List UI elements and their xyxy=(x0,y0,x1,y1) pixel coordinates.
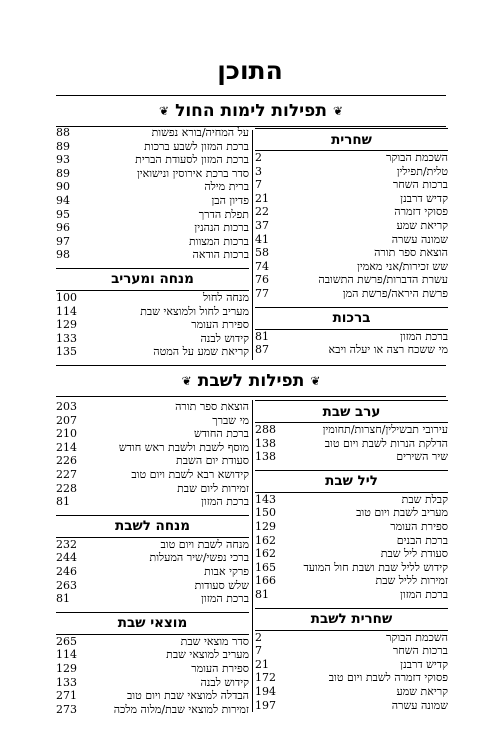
toc-entry xyxy=(56,689,249,703)
toc-entry-label: השכמת הבוקר xyxy=(386,151,448,164)
shabbat-right-column xyxy=(255,400,448,712)
toc-entry-page: 150 xyxy=(255,506,276,520)
toc-entry-page: 129 xyxy=(255,519,276,533)
toc-entry xyxy=(255,574,448,588)
toc-entry xyxy=(56,441,249,455)
toc-entry xyxy=(255,658,448,672)
toc-entry xyxy=(255,520,448,534)
toc-entry xyxy=(255,506,448,520)
toc-entry-label: תפלת הדרך xyxy=(198,207,249,221)
toc-entry-page: 135 xyxy=(56,345,77,359)
toc-entry xyxy=(56,140,249,154)
toc-entry xyxy=(56,167,249,181)
mincha-maariv-list xyxy=(56,291,249,359)
toc-entry-label: ברכת הבנים xyxy=(396,533,448,547)
toc-entry xyxy=(56,248,249,262)
toc-entry xyxy=(255,423,448,437)
toc-entry xyxy=(255,644,448,658)
toc-entry xyxy=(56,427,249,441)
toc-entry-label: ספירת העומר xyxy=(191,318,249,332)
section-header-brachot: ברכות xyxy=(255,307,448,330)
toc-entry-label: סעודת ליל שבת xyxy=(380,547,448,561)
toc-entry-label: שלש סעודות xyxy=(194,578,249,592)
toc-entry-page: 133 xyxy=(56,331,77,345)
toc-entry-page: 98 xyxy=(56,248,70,262)
toc-entry-label: שמונה עשרה xyxy=(391,232,448,246)
toc-entry xyxy=(56,400,249,414)
toc-entry xyxy=(56,194,249,208)
toc-entry-page: 2 xyxy=(255,151,262,164)
ornament-icon: ❦ xyxy=(310,374,321,388)
toc-entry-page: 88 xyxy=(56,126,70,139)
toc-entry-label: עשרת הדברות/פרשת התשובה xyxy=(318,273,448,287)
toc-entry-label: עירובי תבשילין/חצרות/תחומין xyxy=(322,423,448,436)
toc-entry xyxy=(56,648,249,662)
toc-entry-page: 114 xyxy=(56,648,77,662)
toc-entry xyxy=(255,151,448,165)
toc-entry-label: טלית/תפילין xyxy=(396,164,448,178)
toc-entry-label: ברכות הודאה xyxy=(192,248,249,262)
toc-entry-page: 214 xyxy=(56,440,77,454)
toc-entry xyxy=(56,579,249,593)
toc-entry xyxy=(255,233,448,247)
toc-entry xyxy=(255,205,448,219)
toc-entry xyxy=(56,662,249,676)
toc-entry-label: פדיון הבן xyxy=(211,193,249,207)
erev-shabbat-list xyxy=(255,423,448,464)
toc-entry-page: 227 xyxy=(56,467,77,481)
toc-entry-label: מנחה לחול xyxy=(202,290,249,304)
toc-entry xyxy=(255,192,448,206)
toc-entry xyxy=(56,468,249,482)
toc-entry xyxy=(56,235,249,249)
toc-entry xyxy=(56,345,249,359)
toc-entry xyxy=(56,538,249,552)
toc-entry-page: 7 xyxy=(255,644,262,658)
toc-entry-label: הוצאת ספר תורה xyxy=(175,400,249,413)
toc-entry-page: 76 xyxy=(255,273,269,287)
motzaei-shabbat-list xyxy=(56,635,249,717)
toc-entry xyxy=(255,561,448,575)
toc-entry-page: 138 xyxy=(255,450,276,464)
toc-entry-page: 94 xyxy=(56,193,70,207)
brachot-list xyxy=(255,330,448,357)
toc-entry-page: 263 xyxy=(56,578,77,592)
section-header-erev-shabbat: ערב שבת xyxy=(255,400,448,423)
toc-entry-page: 100 xyxy=(56,290,77,304)
column-divider xyxy=(252,400,253,712)
toc-entry xyxy=(255,343,448,357)
toc-entry-label: סדר מוצאי שבת xyxy=(180,634,249,648)
toc-entry-page: 2 xyxy=(255,630,262,644)
toc-entry-page: 95 xyxy=(56,207,70,221)
toc-entry xyxy=(56,208,249,222)
toc-entry xyxy=(255,165,448,179)
toc-entry xyxy=(255,588,448,602)
toc-entry xyxy=(56,126,249,140)
shabbat-banner-title: תפילות לשבת xyxy=(197,371,305,391)
toc-entry-page: 207 xyxy=(56,413,77,427)
toc-entry xyxy=(56,414,249,428)
toc-entry-page: 129 xyxy=(56,661,77,675)
misc-brachot-list xyxy=(56,126,249,262)
toc-entry-page: 74 xyxy=(255,259,269,273)
toc-entry-label: מנחה לשבת ויום טוב xyxy=(160,537,249,551)
section-header-mincha-maariv: מנחה ומעריב xyxy=(56,268,249,291)
toc-entry-label: זמירות ליום שבת xyxy=(177,481,249,495)
toc-entry xyxy=(56,454,249,468)
toc-entry-page: 228 xyxy=(56,481,77,495)
toc-entry-label: ברכות השחר xyxy=(392,644,448,658)
toc-entry xyxy=(56,180,249,194)
toc-entry-label: ברכת המזון xyxy=(400,587,448,601)
weekday-left-column xyxy=(56,126,249,359)
toc-entry xyxy=(255,699,448,713)
section-header-leil-shabbat: ליל שבת xyxy=(255,470,448,493)
toc-entry-label: ברכת המזון xyxy=(201,495,249,509)
toc-entry-page: 81 xyxy=(56,495,70,509)
toc-entry-label: ברכי נפשי/שיר המעלות xyxy=(149,551,249,565)
toc-entry-page: 194 xyxy=(255,684,276,698)
toc-entry-label: הדלקת הנרות לשבת ויום טוב xyxy=(324,436,448,450)
toc-entry xyxy=(56,551,249,565)
shacharit-list xyxy=(255,151,448,301)
page-title: התוכן xyxy=(217,56,283,85)
toc-entry-page: 265 xyxy=(56,634,77,648)
toc-entry-label: ברכת החודש xyxy=(193,427,249,441)
toc-entry-page: 81 xyxy=(56,592,70,606)
toc-entry-page: 97 xyxy=(56,234,70,248)
toc-entry xyxy=(56,305,249,319)
toc-entry-label: מוסף לשבת ולשבת ראש חודש xyxy=(118,440,249,454)
toc-entry-label: מעריב לחול ולמוצאי שבת xyxy=(140,304,249,318)
toc-entry xyxy=(56,676,249,690)
toc-entry-label: שמונה עשרה xyxy=(391,698,448,712)
toc-entry-label: זמירות לליל שבת xyxy=(375,574,448,588)
toc-entry-label: ברכת המזון xyxy=(400,329,448,343)
weekday-right-column xyxy=(255,128,448,357)
toc-entry-page: 172 xyxy=(255,671,276,685)
toc-entry-label: מי ששכח רצה או יעלה ויבא xyxy=(328,343,448,357)
toc-entry-label: על המחיה/בורא נפשות xyxy=(151,126,249,139)
toc-entry-label: סעודת יום השבת xyxy=(176,454,249,468)
toc-entry xyxy=(255,246,448,260)
toc-entry-label: קידוש לבנה xyxy=(200,331,249,345)
toc-entry-label: קריאת שמע על המטה xyxy=(153,345,249,359)
toc-entry-label: קריאת שמע xyxy=(396,218,448,232)
toc-entry xyxy=(255,330,448,344)
toc-entry-page: 232 xyxy=(56,537,77,551)
toc-entry-label: פרקי אבות xyxy=(204,564,249,578)
toc-entry-label: קבלת שבת xyxy=(401,492,448,506)
toc-entry xyxy=(255,287,448,301)
toc-entry-page: 244 xyxy=(56,551,77,565)
toc-entry-label: שש זכירות/אני מאמין xyxy=(357,259,448,273)
shacharit-shabbat-list xyxy=(255,631,448,713)
toc-entry-label: ספירת העומר xyxy=(390,519,448,533)
toc-entry-page: 133 xyxy=(56,675,77,689)
toc-entry-page: 143 xyxy=(255,492,276,506)
toc-entry-page: 22 xyxy=(255,205,269,219)
toc-entry xyxy=(255,547,448,561)
toc-entry-page: 89 xyxy=(56,139,70,153)
toc-entry-label: מעריב לשבת ויום טוב xyxy=(356,506,448,520)
toc-entry-label: סדר ברכת אירוסין ונישואין xyxy=(136,166,249,180)
toc-entry xyxy=(255,437,448,451)
toc-entry-page: 89 xyxy=(56,166,70,180)
toc-entry-label: ברית מילה xyxy=(204,180,249,194)
toc-entry-page: 197 xyxy=(255,698,276,712)
toc-entry xyxy=(56,153,249,167)
toc-entry xyxy=(255,273,448,287)
shabbat-left-column xyxy=(56,400,249,716)
toc-entry-page: 129 xyxy=(56,318,77,332)
toc-entry-page: 138 xyxy=(255,436,276,450)
toc-entry-page: 96 xyxy=(56,221,70,235)
toc-entry xyxy=(56,703,249,717)
section-header-shacharit-shabbat: שחרית לשבת xyxy=(255,608,448,631)
toc-entry-label: ברכת המזון לשבע ברכות xyxy=(144,139,249,153)
weekday-banner xyxy=(56,95,446,127)
toc-entry-label: קידוש לבנה xyxy=(200,675,249,689)
toc-entry-label: הוצאת ספר תורה xyxy=(374,246,448,260)
toc-entry-label: פסוקי דזמרה לשבת ויום טוב xyxy=(328,671,448,685)
toc-entry-page: 226 xyxy=(56,454,77,468)
toc-entry xyxy=(56,592,249,606)
toc-entry xyxy=(255,671,448,685)
leil-shabbat-list xyxy=(255,493,448,602)
section-header-motzaei-shabbat: מוצאי שבת xyxy=(56,612,249,635)
toc-entry-page: 37 xyxy=(255,218,269,232)
section-header-mincha-shabbat: מנחה לשבת xyxy=(56,515,249,538)
toc-entry-label: מי שברך xyxy=(212,413,249,427)
toc-entry-page: 165 xyxy=(255,560,276,574)
toc-entry-page: 77 xyxy=(255,286,269,300)
toc-entry-label: מעריב למוצאי שבת xyxy=(166,648,249,662)
ornament-icon: ❦ xyxy=(332,104,344,118)
section-header-shacharit: שחרית xyxy=(255,128,448,151)
toc-entry xyxy=(56,318,249,332)
toc-entry-page: 90 xyxy=(56,180,70,194)
toc-entry-page: 21 xyxy=(255,657,269,671)
toc-entry xyxy=(255,685,448,699)
toc-entry-page: 87 xyxy=(255,343,269,357)
torah-list xyxy=(56,400,249,509)
toc-entry-page: 210 xyxy=(56,427,77,441)
toc-entry-label: ברכת המזון לסעודת הברית xyxy=(135,153,249,167)
toc-entry xyxy=(255,219,448,233)
column-divider xyxy=(252,130,253,360)
toc-entry-page: 81 xyxy=(255,587,269,601)
toc-entry xyxy=(56,495,249,509)
toc-entry-label: השכמת הבוקר xyxy=(386,630,448,644)
toc-entry-page: 21 xyxy=(255,191,269,205)
toc-entry xyxy=(56,221,249,235)
toc-entry-page: 41 xyxy=(255,232,269,246)
toc-entry-label: ברכות המצוות xyxy=(188,234,249,248)
toc-entry-page: 162 xyxy=(255,547,276,561)
toc-entry-label: קידושא רבא לשבת ויום טוב xyxy=(131,467,249,481)
toc-entry-page: 114 xyxy=(56,304,77,318)
toc-entry-page: 166 xyxy=(255,574,276,588)
ornament-icon: ❦ xyxy=(181,374,192,388)
shabbat-banner xyxy=(56,365,446,397)
toc-entry xyxy=(255,450,448,464)
toc-entry-label: פרשת היראה/פרשת המן xyxy=(342,286,448,300)
mincha-shabbat-list xyxy=(56,538,249,606)
toc-entry-page: 162 xyxy=(255,533,276,547)
toc-entry-page: 93 xyxy=(56,153,70,167)
toc-entry-label: קדיש דרבנן xyxy=(400,657,448,671)
toc-entry-page: 271 xyxy=(56,689,77,703)
toc-entry xyxy=(56,291,249,305)
toc-entry xyxy=(255,493,448,507)
toc-entry xyxy=(255,631,448,645)
toc-entry-label: ברכת המזון xyxy=(201,592,249,606)
toc-entry-page: 203 xyxy=(56,400,77,413)
toc-entry xyxy=(56,635,249,649)
ornament-icon: ❦ xyxy=(159,104,170,118)
toc-entry-page: 7 xyxy=(255,178,262,192)
toc-entry-page: 246 xyxy=(56,564,77,578)
toc-entry-label: ברכות השחר xyxy=(392,178,448,192)
toc-entry-label: זמירות למוצאי שבת/מלוה מלכה xyxy=(113,702,249,716)
toc-entry-label: ספירת העומר xyxy=(191,661,249,675)
toc-entry-label: פסוקי דזמרה xyxy=(394,205,448,219)
toc-entry xyxy=(255,178,448,192)
toc-entry xyxy=(255,534,448,548)
toc-entry-label: הבדלה למוצאי שבת ויום טוב xyxy=(126,689,249,703)
toc-entry-page: 288 xyxy=(255,423,276,436)
toc-entry-label: קדיש דרבנן xyxy=(400,191,448,205)
toc-entry-page: 81 xyxy=(255,329,269,343)
toc-entry-label: קריאת שמע xyxy=(396,684,448,698)
toc-entry-label: ברכות הנהנין xyxy=(194,221,249,235)
weekday-banner-title: תפילות לימות החול xyxy=(175,101,327,121)
toc-entry-label: שיר השירים xyxy=(396,450,448,464)
toc-entry xyxy=(56,332,249,346)
toc-entry xyxy=(56,565,249,579)
toc-entry-page: 273 xyxy=(56,702,77,716)
toc-entry-label: קידוש לליל שבת ושבת חול המועד xyxy=(303,560,448,574)
toc-entry xyxy=(56,482,249,496)
toc-entry-page: 3 xyxy=(255,164,262,178)
toc-entry-page: 58 xyxy=(255,246,269,260)
toc-entry xyxy=(255,260,448,274)
